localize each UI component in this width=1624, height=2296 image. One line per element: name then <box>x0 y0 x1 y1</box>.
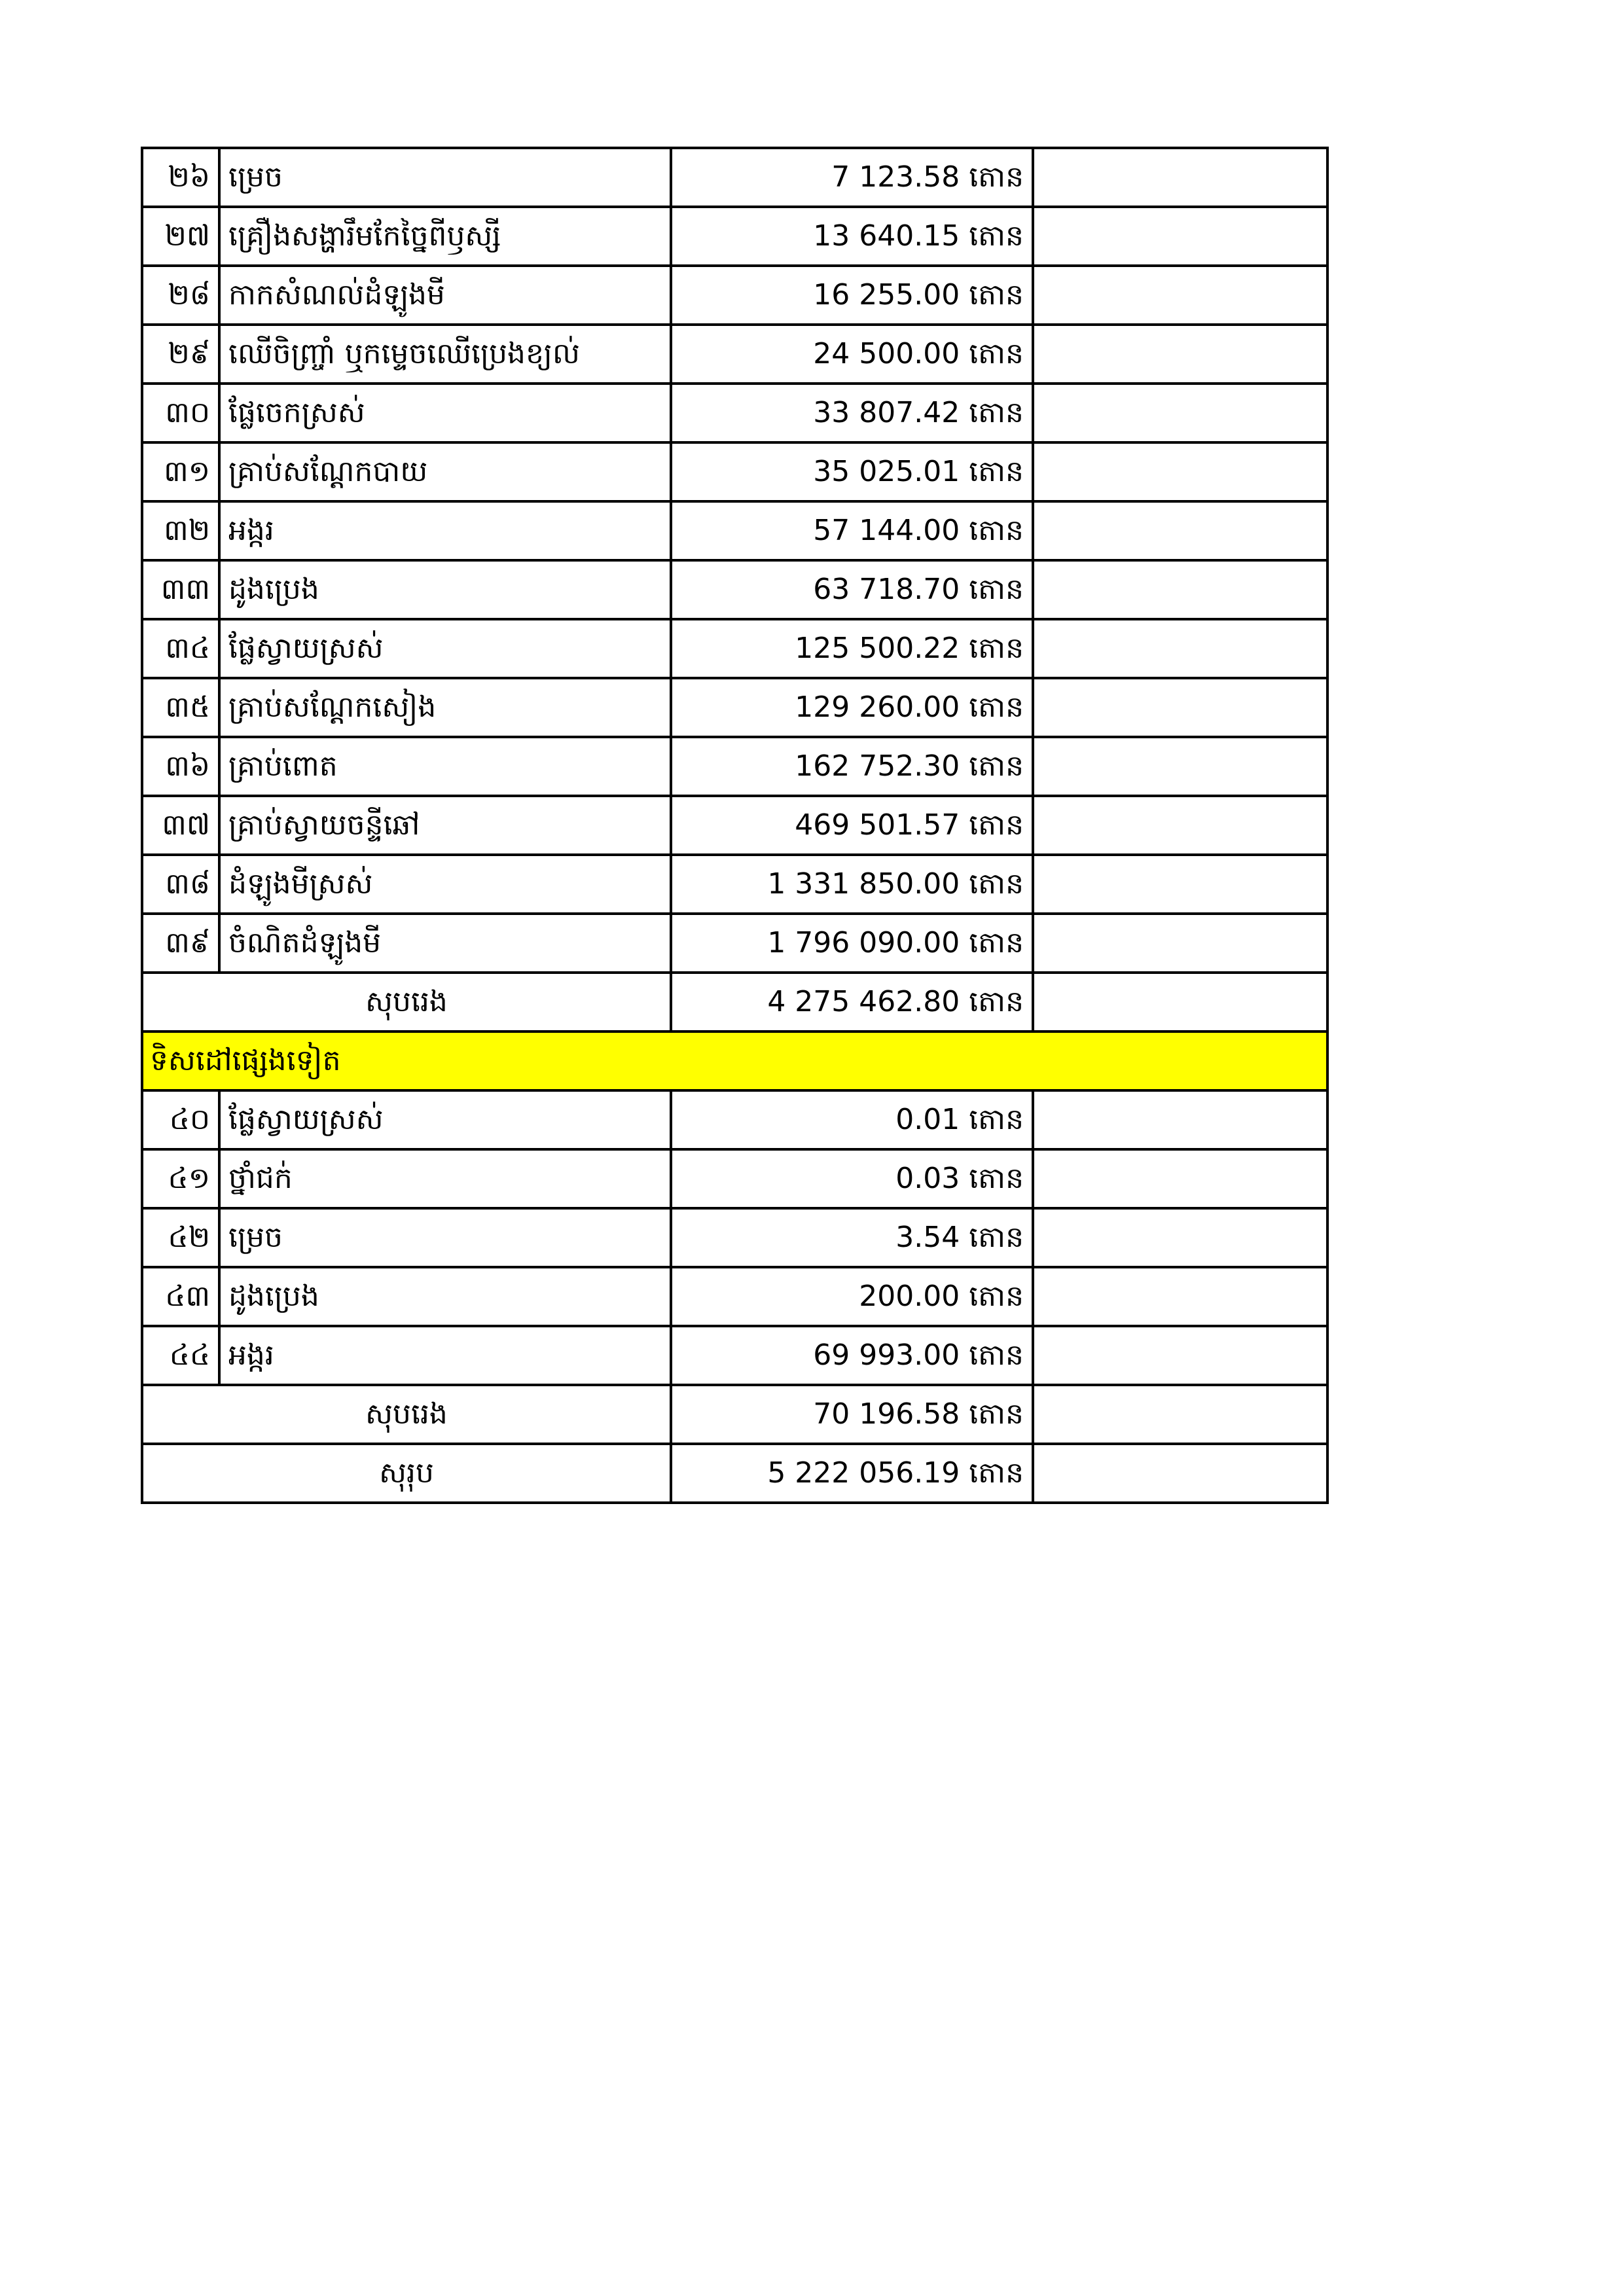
empty-cell <box>1033 737 1327 796</box>
product-name: ដូងប្រេង <box>219 1267 671 1326</box>
empty-cell <box>1033 325 1327 384</box>
empty-cell <box>1033 855 1327 914</box>
table-row <box>142 737 1327 796</box>
subtotal-label: សុបរេង <box>142 973 671 1031</box>
row-number: ៤៤ <box>142 1326 219 1385</box>
quantity: 3.54 តោន <box>671 1208 1033 1267</box>
product-name: គ្រាប់ស្វាយចន្ទីឆៅ <box>219 796 671 855</box>
product-name: ម្រេច <box>219 1208 671 1267</box>
grand-total-quantity: 5 222 056.19 តោន <box>671 1444 1033 1503</box>
table-row <box>142 855 1327 914</box>
empty-cell <box>1033 1385 1327 1444</box>
row-number: ៣០ <box>142 384 219 442</box>
empty-cell <box>1033 914 1327 973</box>
grand-total-label: សុរុប <box>142 1444 671 1503</box>
table-row <box>142 619 1327 678</box>
subtotal-quantity: 4 275 462.80 តោន <box>671 973 1033 1031</box>
row-number: ២៧ <box>142 207 219 266</box>
table-row <box>142 1326 1327 1385</box>
row-number: ៣១ <box>142 442 219 501</box>
section-header-row <box>142 1031 1327 1090</box>
quantity: 125 500.22 តោន <box>671 619 1033 678</box>
empty-cell <box>1033 442 1327 501</box>
subtotal-row <box>142 1385 1327 1444</box>
product-name: កាកសំណល់ដំឡូងមី <box>219 266 671 325</box>
product-name: ឈើចិញ្ច្រាំ ឬកម្ទេចឈើប្រេងខ្យល់ <box>219 325 671 384</box>
empty-cell <box>1033 560 1327 619</box>
row-number: ៣៧ <box>142 796 219 855</box>
export-table <box>141 147 1329 1504</box>
product-name: អង្ករ <box>219 1326 671 1385</box>
quantity: 469 501.57 តោន <box>671 796 1033 855</box>
product-name: ម្រេច <box>219 148 671 207</box>
quantity: 57 144.00 តោន <box>671 501 1033 560</box>
quantity: 162 752.30 តោន <box>671 737 1033 796</box>
empty-cell <box>1033 207 1327 266</box>
table-row <box>142 442 1327 501</box>
row-number: ៣៥ <box>142 678 219 737</box>
product-name: គ្រាប់ពោត <box>219 737 671 796</box>
empty-cell <box>1033 796 1327 855</box>
empty-cell <box>1033 1444 1327 1503</box>
row-number: ២៨ <box>142 266 219 325</box>
subtotal-label: សុបរេង <box>142 1385 671 1444</box>
row-number: ៣៨ <box>142 855 219 914</box>
table-row <box>142 207 1327 266</box>
empty-cell <box>1033 1267 1327 1326</box>
section-title: ទិសដៅផ្សេងទៀត <box>142 1031 1327 1090</box>
table-row <box>142 1090 1327 1149</box>
product-name: ដូងប្រេង <box>219 560 671 619</box>
empty-cell <box>1033 619 1327 678</box>
product-name: គ្រាប់សណ្តែកសៀង <box>219 678 671 737</box>
quantity: 63 718.70 តោន <box>671 560 1033 619</box>
table-row <box>142 914 1327 973</box>
empty-cell <box>1033 148 1327 207</box>
subtotal-row <box>142 973 1327 1031</box>
row-number: ៣៣ <box>142 560 219 619</box>
product-name: អង្ករ <box>219 501 671 560</box>
quantity: 24 500.00 តោន <box>671 325 1033 384</box>
row-number: ៤០ <box>142 1090 219 1149</box>
product-name: ផ្លែស្វាយស្រស់ <box>219 1090 671 1149</box>
subtotal-quantity: 70 196.58 តោន <box>671 1385 1033 1444</box>
quantity: 1 796 090.00 តោន <box>671 914 1033 973</box>
table-row <box>142 560 1327 619</box>
quantity: 129 260.00 តោន <box>671 678 1033 737</box>
empty-cell <box>1033 1326 1327 1385</box>
empty-cell <box>1033 266 1327 325</box>
row-number: ២៦ <box>142 148 219 207</box>
product-name: ដំឡូងមីស្រស់ <box>219 855 671 914</box>
grand-total-row <box>142 1444 1327 1503</box>
quantity: 16 255.00 តោន <box>671 266 1033 325</box>
table-row <box>142 1267 1327 1326</box>
table-row <box>142 501 1327 560</box>
empty-cell <box>1033 384 1327 442</box>
export-table-body <box>142 148 1327 1503</box>
quantity: 0.03 តោន <box>671 1149 1033 1208</box>
quantity: 200.00 តោន <box>671 1267 1033 1326</box>
empty-cell <box>1033 973 1327 1031</box>
product-name: ផ្លែចេកស្រស់ <box>219 384 671 442</box>
row-number: ២៩ <box>142 325 219 384</box>
product-name: ផ្លែស្វាយស្រស់ <box>219 619 671 678</box>
quantity: 35 025.01 តោន <box>671 442 1033 501</box>
quantity: 69 993.00 តោន <box>671 1326 1033 1385</box>
table-row <box>142 325 1327 384</box>
table-row <box>142 1208 1327 1267</box>
quantity: 33 807.42 តោន <box>671 384 1033 442</box>
empty-cell <box>1033 1090 1327 1149</box>
table-row <box>142 796 1327 855</box>
table-row <box>142 384 1327 442</box>
product-name: គ្រាប់សណ្តែកបាយ <box>219 442 671 501</box>
row-number: ៣៦ <box>142 737 219 796</box>
table-row <box>142 1149 1327 1208</box>
table-row <box>142 148 1327 207</box>
table-row <box>142 266 1327 325</box>
empty-cell <box>1033 501 1327 560</box>
row-number: ៣៩ <box>142 914 219 973</box>
row-number: ៤១ <box>142 1149 219 1208</box>
row-number: ៤២ <box>142 1208 219 1267</box>
quantity: 13 640.15 តោន <box>671 207 1033 266</box>
product-name: គ្រឿងសង្ហារឹមកែច្នៃពីឫស្សី <box>219 207 671 266</box>
row-number: ៣២ <box>142 501 219 560</box>
product-name: ថ្នាំជក់ <box>219 1149 671 1208</box>
row-number: ៣៤ <box>142 619 219 678</box>
row-number: ៤៣ <box>142 1267 219 1326</box>
quantity: 0.01 តោន <box>671 1090 1033 1149</box>
product-name: ចំណិតដំឡូងមី <box>219 914 671 973</box>
quantity: 1 331 850.00 តោន <box>671 855 1033 914</box>
empty-cell <box>1033 1149 1327 1208</box>
empty-cell <box>1033 678 1327 737</box>
quantity: 7 123.58 តោន <box>671 148 1033 207</box>
empty-cell <box>1033 1208 1327 1267</box>
table-row <box>142 678 1327 737</box>
